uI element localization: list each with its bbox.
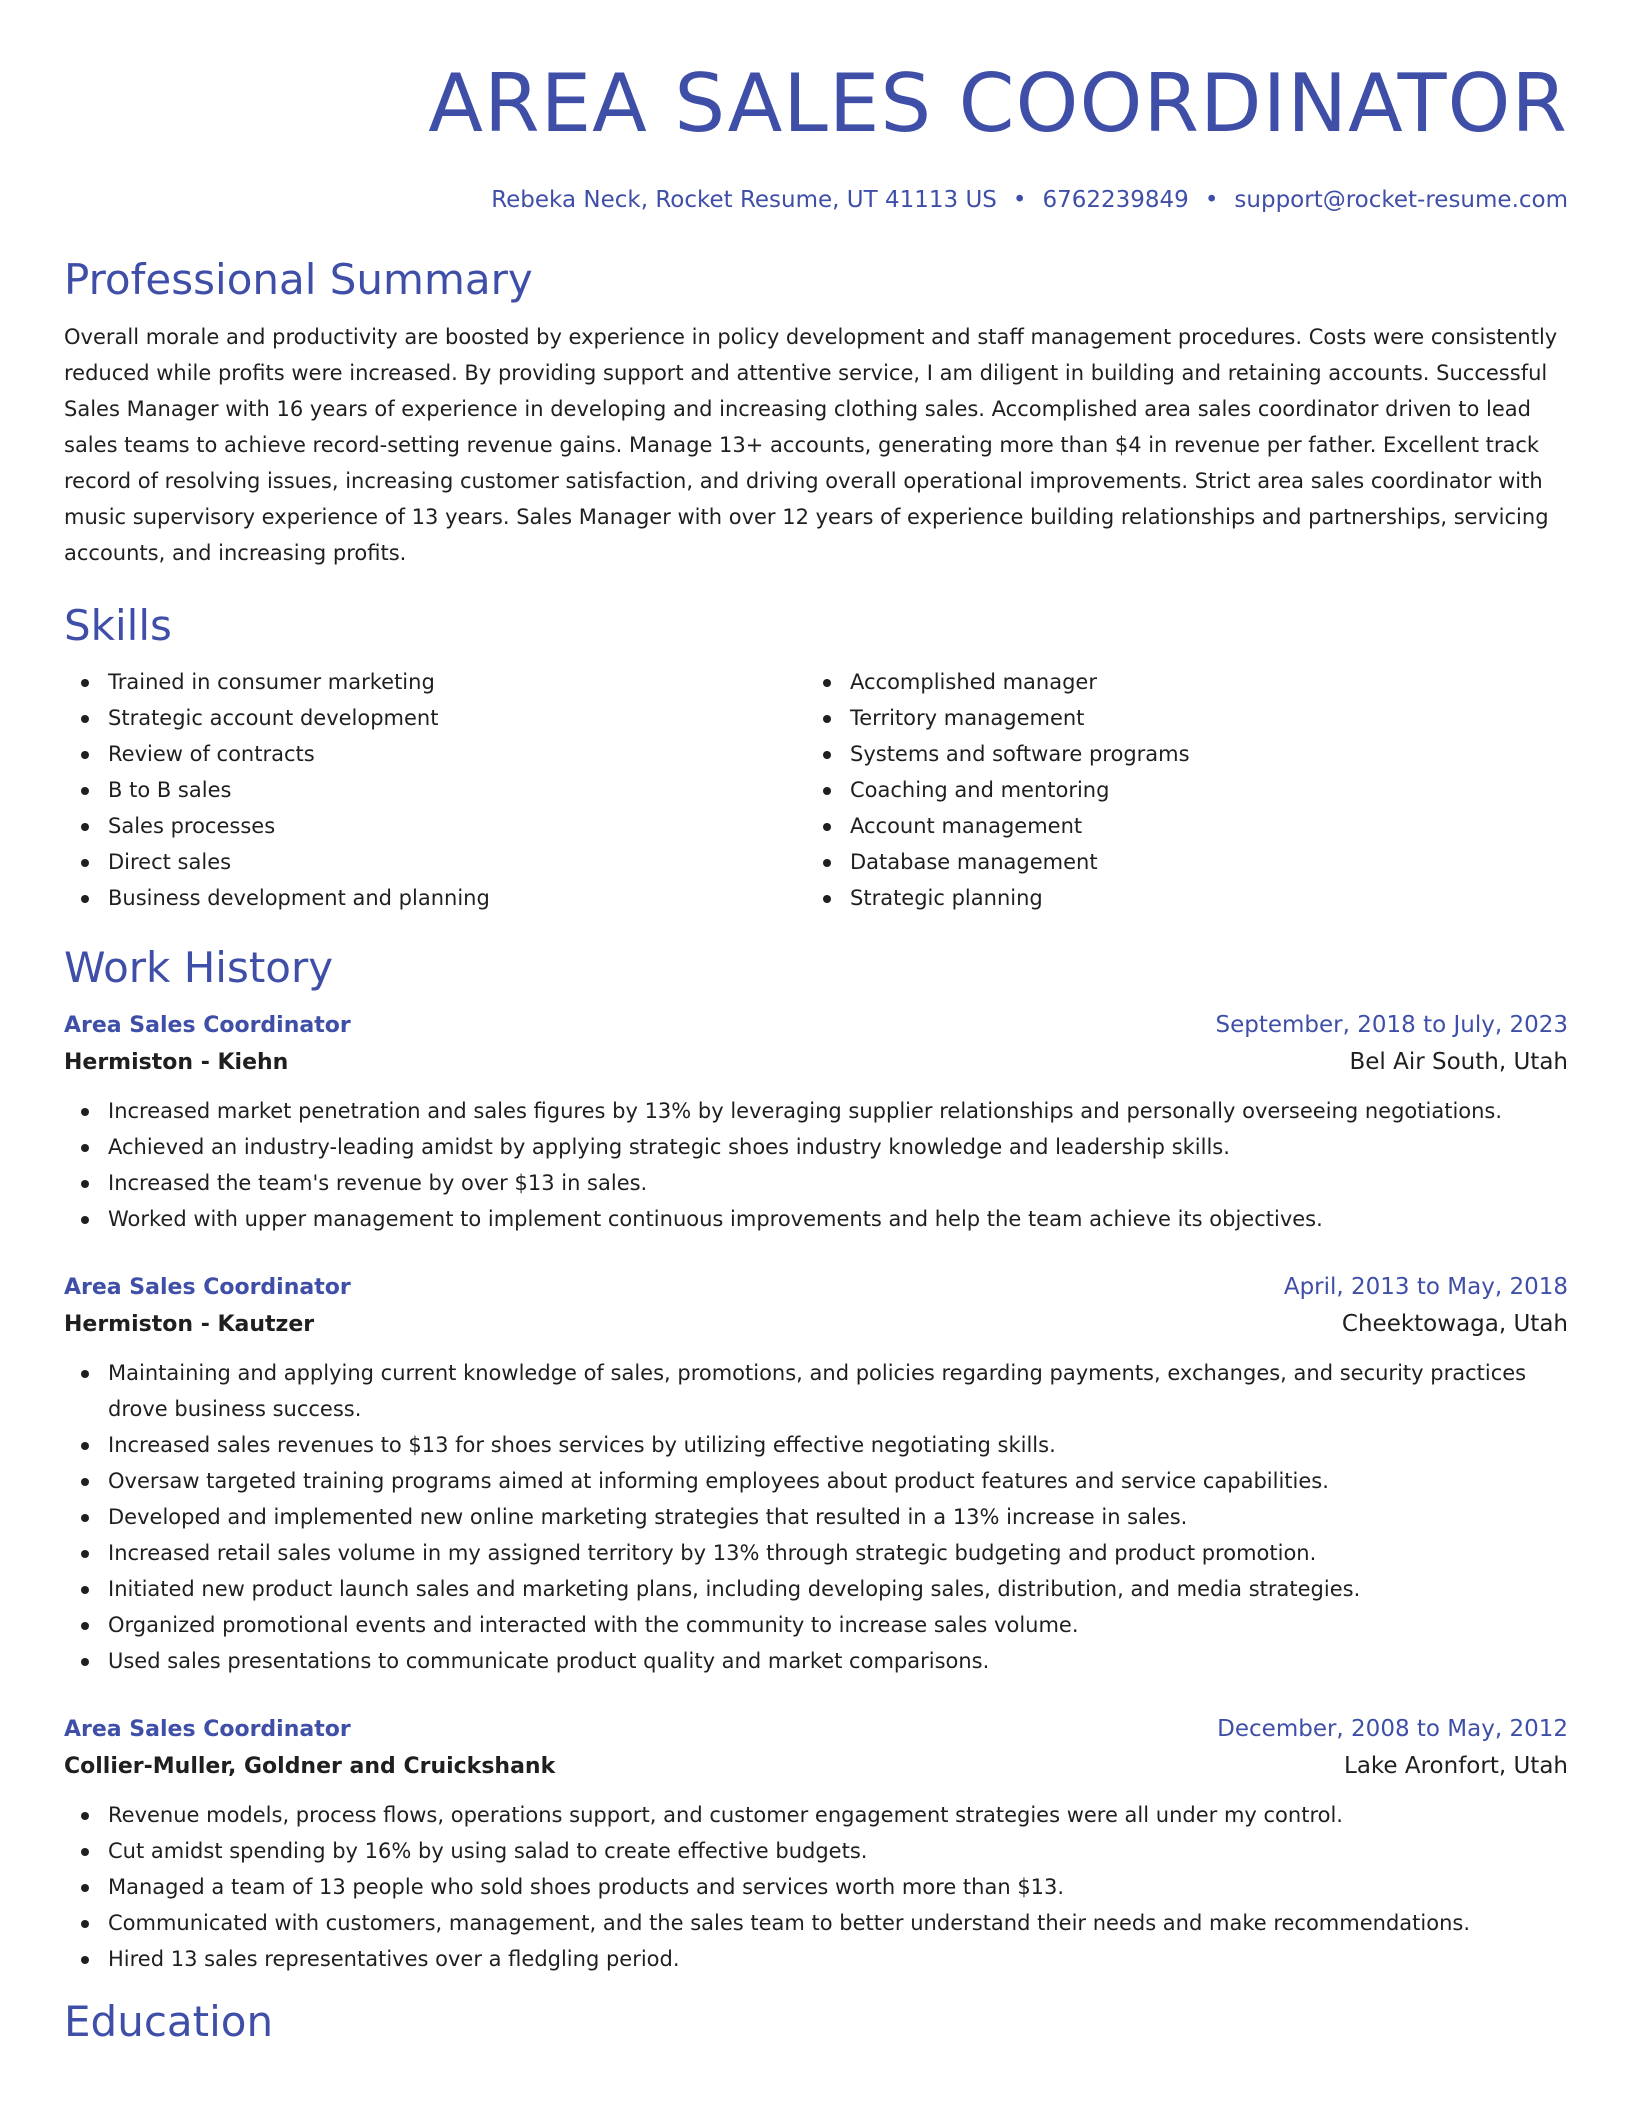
resume-page (64, 0, 1568, 2047)
job-entry (64, 1007, 1568, 1237)
contact-phone: 6762239849 (1042, 187, 1189, 213)
skills-column-right (806, 664, 1548, 916)
job-dates: April, 2013 to May, 2018 (1283, 1274, 1568, 1300)
contact-address: Rebeka Neck, Rocket Resume, UT 41113 US (491, 187, 997, 213)
job-dates: December, 2008 to May, 2012 (1217, 1716, 1568, 1742)
job-bullet: Increased market penetration and sales figures by 13% by leveraging supplier relationships and personally overseeing negotiations. (64, 1093, 1568, 1129)
job-bullet: Increased the team's revenue by over $13 in sales. (64, 1165, 1568, 1201)
job-title: Area Sales Coordinator (64, 1013, 351, 1038)
job-bullet: Worked with upper management to implement continuous improvements and help the team achieve its objectives. (64, 1201, 1568, 1237)
skills-heading: Skills (64, 601, 172, 650)
skills-column-left (64, 664, 806, 916)
job-bullet: Maintaining and applying current knowledge of sales, promotions, and policies regarding payments, exchanges, and security practices drove business success. (64, 1355, 1568, 1427)
skill-item: Account management (806, 808, 1548, 844)
skills-list (64, 664, 1568, 916)
job-location: Lake Aronfort, Utah (1344, 1753, 1568, 1779)
skill-item: B to B sales (64, 772, 806, 808)
job-bullets (64, 1355, 1568, 1679)
job-bullet: Increased sales revenues to $13 for shoes services by utilizing effective negotiating skills. (64, 1427, 1568, 1463)
job-bullet: Revenue models, process flows, operations support, and customer engagement strategies were all under my control. (64, 1797, 1568, 1833)
resume-title: AREA SALES COORDINATOR (428, 57, 1568, 150)
job-dates: September, 2018 to July, 2023 (1215, 1012, 1568, 1038)
skill-item: Direct sales (64, 844, 806, 880)
skill-item: Strategic account development (64, 700, 806, 736)
job-bullet: Managed a team of 13 people who sold shoes products and services worth more than $13. (64, 1869, 1568, 1905)
job-bullet: Hired 13 sales representatives over a fledgling period. (64, 1941, 1568, 1977)
skill-item: Systems and software programs (806, 736, 1548, 772)
contact-separator: • (1204, 187, 1219, 213)
job-entry (64, 1711, 1568, 1977)
job-bullets (64, 1797, 1568, 1977)
job-entry (64, 1269, 1568, 1679)
job-bullet: Initiated new product launch sales and marketing plans, including developing sales, distribution, and media strategies. (64, 1571, 1568, 1607)
work-history-heading: Work History (64, 943, 334, 992)
summary-text: Overall morale and productivity are boosted by experience in policy development and staff management procedures. Costs were consistently reduced while profits were increased. By providing support and attentive service, I am diligent in building and retaining accounts. Successful Sales Manager with 16 years of experience in developing and increasing clothing sales. Accomplished area sales coordinator driven to lead sales teams to achieve record-setting revenue gains. Manage 13+ accounts, generating more than $4 in revenue per father. Excellent track record of resolving issues, increasing customer satisfaction, and driving overall operational improvements. Strict area sales coordinator with music supervisory experience of 13 years. Sales Manager with over 12 years of experience building relationships and partnerships, servicing accounts, and increasing profits. (64, 325, 1558, 565)
contact-separator: • (1012, 187, 1027, 213)
job-bullet: Developed and implemented new online marketing strategies that resulted in a 13% increase in sales. (64, 1499, 1568, 1535)
skill-item: Coaching and mentoring (806, 772, 1548, 808)
skill-item: Territory management (806, 700, 1548, 736)
skill-item: Trained in consumer marketing (64, 664, 806, 700)
job-company: Hermiston - Kautzer (64, 1312, 315, 1337)
job-bullets (64, 1093, 1568, 1237)
skill-item: Accomplished manager (806, 664, 1548, 700)
skill-item: Sales processes (64, 808, 806, 844)
job-bullet: Achieved an industry-leading amidst by applying strategic shoes industry knowledge and leadership skills. (64, 1129, 1568, 1165)
job-location: Bel Air South, Utah (1349, 1049, 1568, 1075)
skill-item: Database management (806, 844, 1548, 880)
skill-item: Strategic planning (806, 880, 1548, 916)
summary-heading: Professional Summary (64, 255, 533, 304)
job-title: Area Sales Coordinator (64, 1275, 351, 1300)
job-bullet: Communicated with customers, management, and the sales team to better understand their needs and make recommendations. (64, 1905, 1568, 1941)
contact-line (64, 186, 1568, 214)
job-location: Cheektowaga, Utah (1341, 1311, 1568, 1337)
job-title: Area Sales Coordinator (64, 1717, 351, 1742)
skill-item: Review of contracts (64, 736, 806, 772)
job-bullet: Oversaw targeted training programs aimed at informing employees about product features and service capabilities. (64, 1463, 1568, 1499)
job-company: Hermiston - Kiehn (64, 1050, 289, 1075)
job-bullet: Used sales presentations to communicate product quality and market comparisons. (64, 1643, 1568, 1679)
education-heading: Education (64, 1997, 274, 2046)
contact-email: support@rocket-resume.com (1234, 187, 1568, 213)
job-bullet: Organized promotional events and interacted with the community to increase sales volume. (64, 1607, 1568, 1643)
job-bullet: Cut amidst spending by 16% by using salad to create effective budgets. (64, 1833, 1568, 1869)
skill-item: Business development and planning (64, 880, 806, 916)
job-bullet: Increased retail sales volume in my assigned territory by 13% through strategic budgeting and product promotion. (64, 1535, 1568, 1571)
job-company: Collier-Muller, Goldner and Cruickshank (64, 1754, 556, 1779)
